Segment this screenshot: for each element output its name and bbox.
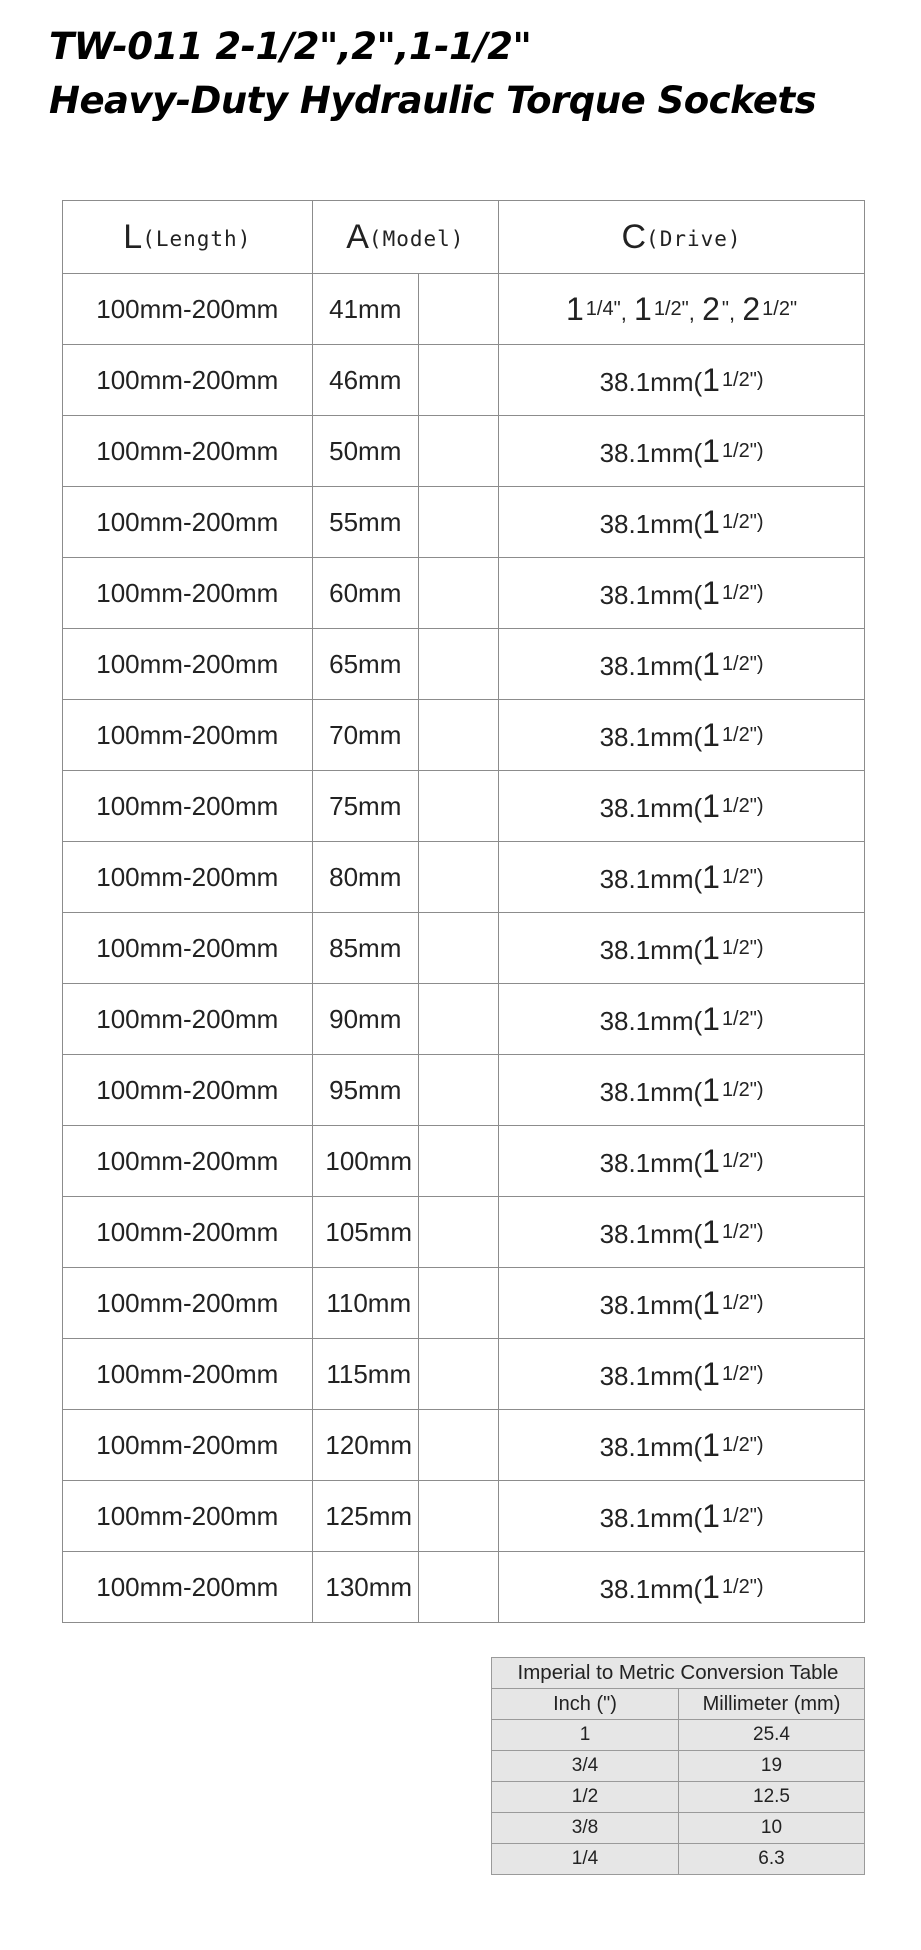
drive-prefix: 38.1mm(	[599, 1573, 703, 1604]
drive-fraction: 1/2")	[721, 1433, 764, 1456]
length-cell: 100mm-200mm	[63, 771, 313, 842]
drive-cell	[499, 1055, 865, 1126]
drive-whole: 1	[565, 290, 584, 327]
empty-cell	[418, 487, 498, 558]
model-cell: 100mm	[312, 1126, 418, 1197]
length-cell: 100mm-200mm	[63, 1339, 313, 1410]
inch-cell: 1/2	[492, 1782, 679, 1813]
drive-cell	[499, 345, 865, 416]
length-cell: 100mm-200mm	[63, 274, 313, 345]
drive-prefix: 38.1mm(	[599, 1218, 703, 1249]
drive-separator: ,	[688, 299, 695, 325]
drive-fraction: 1/4"	[585, 297, 621, 320]
drive-prefix: 38.1mm(	[599, 1076, 703, 1107]
spec-table-header-row	[63, 201, 865, 274]
length-cell: 100mm-200mm	[63, 345, 313, 416]
conversion-row	[492, 1782, 865, 1813]
drive-cell	[499, 416, 865, 487]
drive-whole: 2	[742, 290, 761, 327]
drive-whole: 1	[702, 1284, 720, 1321]
drive-fraction: 1/2")	[721, 1078, 764, 1101]
empty-cell	[418, 1481, 498, 1552]
model-cell: 120mm	[312, 1410, 418, 1481]
empty-cell	[418, 416, 498, 487]
drive-header-label: (Drive)	[646, 226, 742, 251]
model-cell: 70mm	[312, 700, 418, 771]
drive-prefix: 38.1mm(	[599, 1147, 703, 1178]
drive-prefix: 38.1mm(	[599, 1502, 703, 1533]
drive-cell	[499, 771, 865, 842]
model-cell: 125mm	[312, 1481, 418, 1552]
table-row	[63, 487, 865, 558]
millimeter-cell: 10	[679, 1813, 865, 1844]
length-header-label: (Length)	[142, 226, 252, 251]
drive-header-letter: C	[621, 217, 647, 256]
conversion-row	[492, 1720, 865, 1751]
drive-cell	[499, 1410, 865, 1481]
length-cell: 100mm-200mm	[63, 629, 313, 700]
table-row	[63, 1339, 865, 1410]
length-cell: 100mm-200mm	[63, 842, 313, 913]
drive-whole: 1	[702, 858, 720, 895]
empty-cell	[418, 1410, 498, 1481]
drive-cell	[499, 1197, 865, 1268]
model-cell: 75mm	[312, 771, 418, 842]
drive-prefix: 38.1mm(	[599, 508, 703, 539]
empty-cell	[418, 1268, 498, 1339]
drive-whole: 1	[702, 1213, 720, 1250]
drive-cell	[499, 913, 865, 984]
inch-column-header: Inch (")	[492, 1689, 679, 1720]
drive-fraction: 1/2")	[721, 723, 764, 746]
model-cell: 85mm	[312, 913, 418, 984]
empty-cell	[418, 913, 498, 984]
empty-cell	[418, 1055, 498, 1126]
millimeter-cell: 25.4	[679, 1720, 865, 1751]
drive-whole: 1	[702, 361, 720, 398]
conversion-row	[492, 1751, 865, 1782]
length-cell: 100mm-200mm	[63, 984, 313, 1055]
drive-whole: 1	[702, 432, 720, 469]
model-cell: 65mm	[312, 629, 418, 700]
millimeter-column-header: Millimeter (mm)	[679, 1689, 865, 1720]
table-row	[63, 1410, 865, 1481]
empty-cell	[418, 1126, 498, 1197]
table-row	[63, 984, 865, 1055]
model-header-label: (Model)	[368, 226, 465, 251]
table-row	[63, 1268, 865, 1339]
empty-cell	[418, 984, 498, 1055]
millimeter-cell: 12.5	[679, 1782, 865, 1813]
empty-cell	[418, 1552, 498, 1623]
drive-whole: 1	[702, 1497, 720, 1534]
drive-fraction: 1/2")	[721, 368, 764, 391]
drive-fraction: 1/2")	[721, 1149, 764, 1172]
drive-fraction: 1/2")	[721, 439, 764, 462]
drive-fraction: 1/2")	[721, 1575, 764, 1598]
conversion-row	[492, 1813, 865, 1844]
drive-prefix: 38.1mm(	[599, 1289, 703, 1320]
conversion-table-title: Imperial to Metric Conversion Table	[492, 1658, 865, 1689]
drive-separator: ,	[620, 299, 627, 325]
model-cell: 95mm	[312, 1055, 418, 1126]
model-header-letter: A	[346, 217, 369, 256]
drive-cell	[499, 1268, 865, 1339]
drive-cell	[499, 487, 865, 558]
table-row	[63, 842, 865, 913]
empty-cell	[418, 700, 498, 771]
length-column-header	[63, 201, 313, 274]
drive-fraction: 1/2")	[721, 1007, 764, 1030]
drive-fraction: 1/2")	[721, 936, 764, 959]
drive-prefix: 38.1mm(	[599, 366, 703, 397]
length-header-letter: L	[123, 217, 143, 256]
length-cell: 100mm-200mm	[63, 1481, 313, 1552]
inch-cell: 1/4	[492, 1844, 679, 1875]
length-cell: 100mm-200mm	[63, 416, 313, 487]
model-cell: 41mm	[312, 274, 418, 345]
drive-fraction: 1/2")	[721, 1504, 764, 1527]
drive-fraction: 1/2")	[721, 1291, 764, 1314]
table-row	[63, 1481, 865, 1552]
drive-prefix: 38.1mm(	[599, 579, 703, 610]
drive-cell	[499, 274, 865, 345]
length-cell: 100mm-200mm	[63, 700, 313, 771]
length-cell: 100mm-200mm	[63, 1197, 313, 1268]
model-cell: 80mm	[312, 842, 418, 913]
drive-cell	[499, 558, 865, 629]
drive-prefix: 38.1mm(	[599, 650, 703, 681]
conversion-title-row	[492, 1658, 865, 1689]
drive-prefix: 38.1mm(	[599, 934, 703, 965]
drive-separator: ,	[729, 299, 736, 325]
drive-whole: 1	[702, 1071, 720, 1108]
inch-cell: 3/4	[492, 1751, 679, 1782]
length-cell: 100mm-200mm	[63, 913, 313, 984]
drive-fraction: 1/2")	[721, 510, 764, 533]
table-row	[63, 345, 865, 416]
drive-prefix: 38.1mm(	[599, 1431, 703, 1462]
drive-whole: 1	[702, 1000, 720, 1037]
drive-prefix: 38.1mm(	[599, 437, 703, 468]
length-cell: 100mm-200mm	[63, 1126, 313, 1197]
drive-cell	[499, 842, 865, 913]
model-cell: 115mm	[312, 1339, 418, 1410]
drive-fraction: "	[721, 297, 730, 320]
drive-fraction: 1/2"	[653, 297, 689, 320]
table-row	[63, 1055, 865, 1126]
table-row	[63, 629, 865, 700]
title-line-1: TW-011 2-1/2",2",1-1/2"	[49, 25, 532, 68]
model-cell: 55mm	[312, 487, 418, 558]
drive-fraction: 1/2")	[721, 652, 764, 675]
drive-whole: 1	[702, 787, 720, 824]
empty-cell	[418, 1339, 498, 1410]
table-row	[63, 700, 865, 771]
table-row	[63, 1126, 865, 1197]
drive-cell	[499, 1481, 865, 1552]
empty-cell	[418, 558, 498, 629]
empty-cell	[418, 274, 498, 345]
model-cell: 46mm	[312, 345, 418, 416]
length-cell: 100mm-200mm	[63, 1552, 313, 1623]
model-column-header	[312, 201, 498, 274]
drive-whole: 1	[702, 929, 720, 966]
drive-column-header	[499, 201, 865, 274]
drive-whole: 1	[702, 574, 720, 611]
conversion-table	[491, 1657, 865, 1875]
drive-cell	[499, 1339, 865, 1410]
drive-prefix: 38.1mm(	[599, 1360, 703, 1391]
length-cell: 100mm-200mm	[63, 558, 313, 629]
drive-whole: 1	[702, 645, 720, 682]
millimeter-cell: 6.3	[679, 1844, 865, 1875]
millimeter-cell: 19	[679, 1751, 865, 1782]
length-cell: 100mm-200mm	[63, 1055, 313, 1126]
drive-whole: 1	[702, 503, 720, 540]
length-cell: 100mm-200mm	[63, 487, 313, 558]
drive-prefix: 38.1mm(	[599, 721, 703, 752]
length-cell: 100mm-200mm	[63, 1410, 313, 1481]
spec-table	[62, 200, 865, 1623]
model-cell: 50mm	[312, 416, 418, 487]
drive-whole: 1	[702, 1426, 720, 1463]
page-title	[49, 20, 889, 128]
table-row	[63, 913, 865, 984]
table-row	[63, 1197, 865, 1268]
conversion-header-row	[492, 1689, 865, 1720]
table-row	[63, 416, 865, 487]
drive-prefix: 38.1mm(	[599, 1005, 703, 1036]
drive-prefix: 38.1mm(	[599, 792, 703, 823]
table-row	[63, 274, 865, 345]
drive-whole: 1	[702, 1568, 720, 1605]
inch-cell: 3/8	[492, 1813, 679, 1844]
drive-fraction: 1/2")	[721, 581, 764, 604]
drive-fraction: 1/2")	[721, 865, 764, 888]
conversion-row	[492, 1844, 865, 1875]
drive-fraction: 1/2")	[721, 1362, 764, 1385]
spec-table-body	[63, 274, 865, 1623]
title-line-2: Heavy-Duty Hydraulic Torque Sockets	[49, 79, 817, 122]
inch-cell: 1	[492, 1720, 679, 1751]
drive-whole: 1	[702, 1142, 720, 1179]
length-cell: 100mm-200mm	[63, 1268, 313, 1339]
model-cell: 110mm	[312, 1268, 418, 1339]
drive-prefix: 38.1mm(	[599, 863, 703, 894]
empty-cell	[418, 771, 498, 842]
drive-cell	[499, 1552, 865, 1623]
empty-cell	[418, 1197, 498, 1268]
drive-cell	[499, 700, 865, 771]
empty-cell	[418, 345, 498, 416]
model-cell: 130mm	[312, 1552, 418, 1623]
drive-fraction: 1/2")	[721, 1220, 764, 1243]
drive-cell	[499, 984, 865, 1055]
table-row	[63, 771, 865, 842]
drive-whole: 1	[634, 290, 652, 327]
model-cell: 90mm	[312, 984, 418, 1055]
model-cell: 105mm	[312, 1197, 418, 1268]
table-row	[63, 1552, 865, 1623]
drive-cell	[499, 629, 865, 700]
empty-cell	[418, 842, 498, 913]
drive-whole: 1	[702, 716, 720, 753]
drive-fraction: 1/2"	[762, 297, 798, 320]
model-cell: 60mm	[312, 558, 418, 629]
table-row	[63, 558, 865, 629]
drive-cell	[499, 1126, 865, 1197]
drive-whole: 1	[702, 1355, 720, 1392]
drive-whole: 2	[702, 290, 720, 327]
drive-fraction: 1/2")	[721, 794, 764, 817]
empty-cell	[418, 629, 498, 700]
